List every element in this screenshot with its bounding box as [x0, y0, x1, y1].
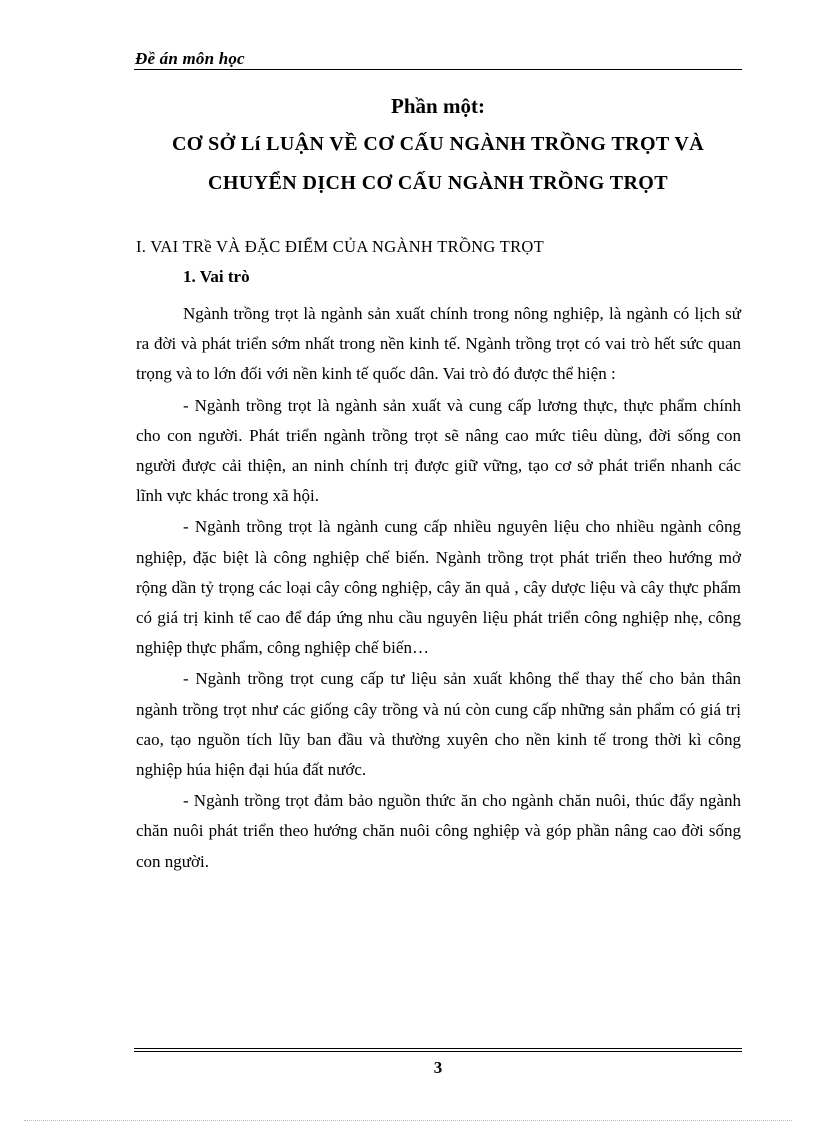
chapter-title-line-2: CHUYỂN DỊCH CƠ CẤU NGÀNH TRỒNG TRỌT: [208, 172, 668, 194]
header-rule: [134, 69, 742, 70]
paragraph-food-supply: - Ngành trồng trọt là ngành sản xuất và cung cấp lương thực, thực phẩm chính cho con người. Phát triển ngành trồng trọt sẽ nâng cao mức tiêu dùng, đời sống con người được cải thiện, an ninh chính trị được giữ vững, tạo cơ sở phát triển nhanh các lĩnh vực khác trong xã hội.: [136, 395, 741, 506]
header-title: Đề án môn học: [135, 49, 245, 68]
paragraph-means-of-production: - Ngành trồng trọt cung cấp tư liệu sản xuất không thể thay thế cho bản thân ngành trồng trọt như các giống cây trồng và nú còn cung cấp những sản phẩm có giá trị cao, tạo nguồn tích lũy ban đầu và thường xuyên cho nền kinh tế trong thời kì công nghiệp húa hiện đại húa đất nước.: [136, 669, 741, 780]
footer-rule-bottom: [134, 1051, 742, 1052]
section-heading: I. VAI TRề VÀ ĐẶC ĐIỂM CỦA NGÀNH TRỒNG TRỌT: [136, 237, 545, 256]
footer-rule-top: [134, 1048, 742, 1049]
subsection-heading: 1. Vai trò: [183, 267, 250, 286]
page-bottom-edge: [24, 1120, 792, 1121]
page-number: 3: [433, 1058, 443, 1077]
part-title: Phần một:: [391, 94, 485, 118]
paragraph-intro: Ngành trồng trọt là ngành sản xuất chính trong nông nghiệp, là ngành có lịch sử ra đời và phát triển sớm nhất trong nền kinh tế. Ngành trồng trọt có vai trò hết sức quan trọng và to lớn đối với nền kinh tế quốc dân. Vai trò đó được thể hiện :: [136, 304, 741, 384]
paragraph-raw-materials: - Ngành trồng trọt là ngành cung cấp nhiều nguyên liệu cho nhiều ngành công nghiệp, đặc biệt là công nghiệp chế biến. Ngành trồng trọt phát triển theo hướng mở rộng dần tỷ trọng các loại cây công nghiệp, cây ăn quả , cây dược liệu và cây thực phẩm có giá trị kinh tế cao để đáp ứng nhu cầu nguyên liệu phát triển công nghiệp nhẹ, công nghiệp thực phẩm, công nghiệp chế biến…: [136, 517, 741, 658]
body-text: [136, 299, 741, 878]
paragraph-livestock-feed: - Ngành trồng trọt đảm bảo nguồn thức ăn cho ngành chăn nuôi, thúc đẩy ngành chăn nuôi phát triển theo hướng chăn nuôi công nghiệp và góp phần nâng cao đời sống con người.: [136, 791, 741, 871]
chapter-title-line-1: CƠ SỞ Lí LUẬN VỀ CƠ CẤU NGÀNH TRỒNG TRỌT VÀ: [171, 133, 705, 155]
